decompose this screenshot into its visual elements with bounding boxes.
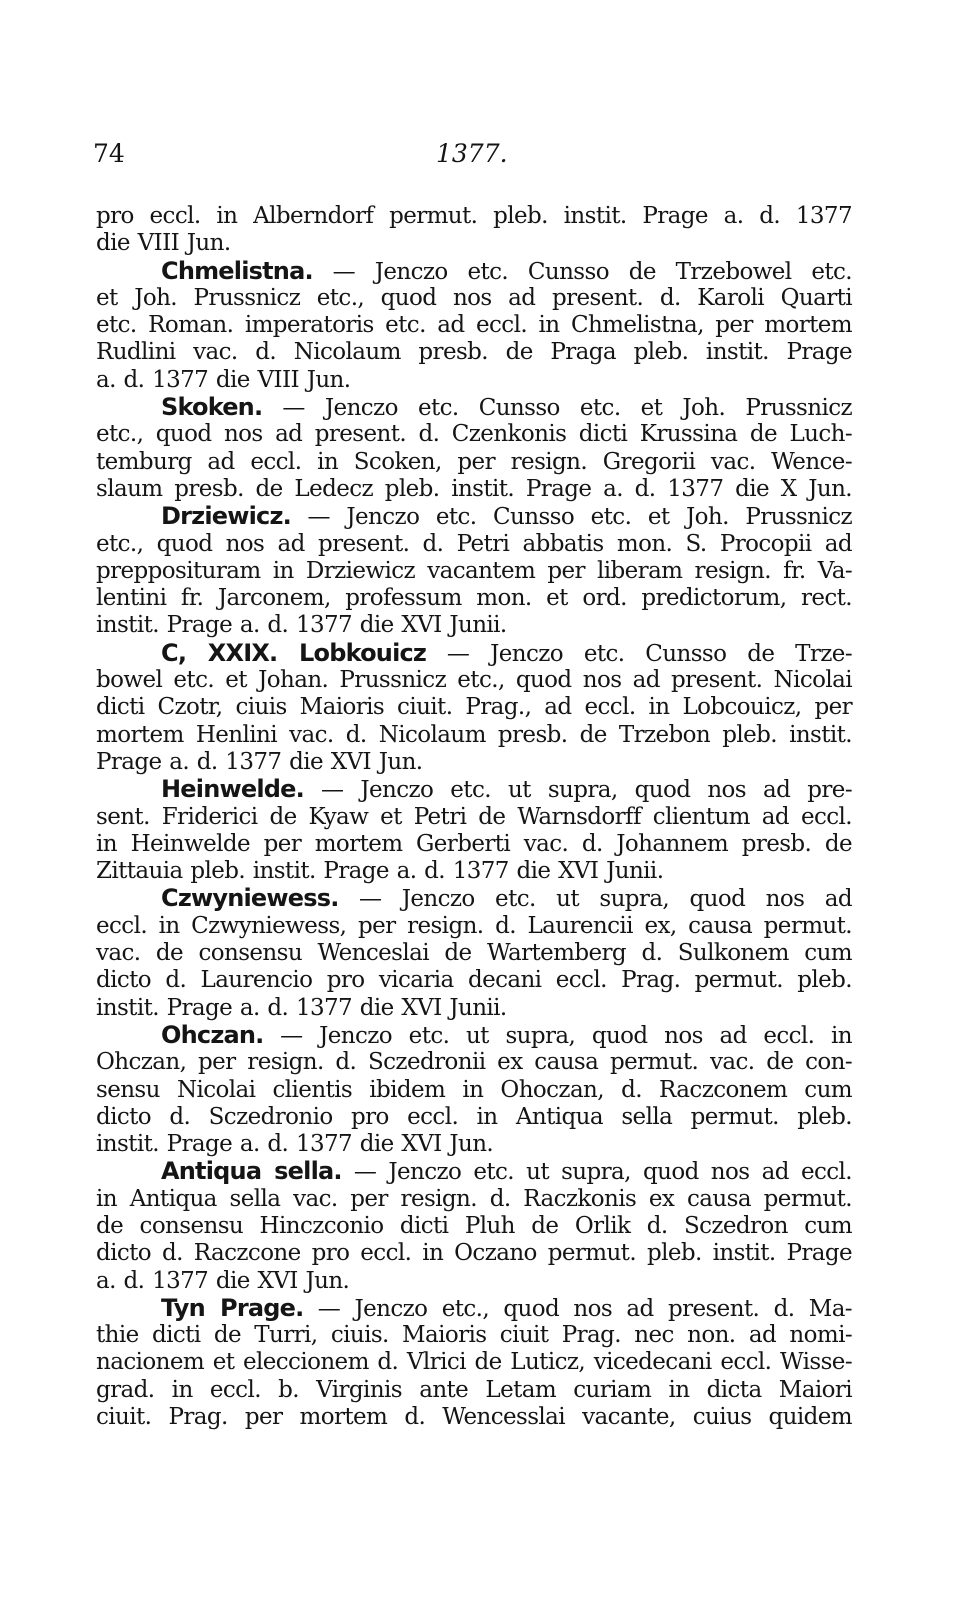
text-line [96,449,852,476]
text-line [96,585,852,612]
line-text: mortem Henlini vac. d. Nicolaum presb. de Trzebon pleb. instit. [96,721,852,748]
line-text: thie dicti de Turri, ciuis. Maioris ciuit Prag. nec non. ad nomi- [96,1322,852,1349]
line-text: lentini fr. Jarconem, professum mon. et ord. predictorum, rect. [96,585,852,612]
text-line [96,940,852,967]
entry-heading-line [96,258,852,285]
entry-headword: Czwyniewess. [161,884,339,913]
entry-heading-line [96,1158,852,1185]
line-text: Ohczan, per resign. d. Sczedronii ex causa permut. vac. de con- [96,1049,852,1076]
text-line [96,1213,852,1240]
text-line [96,1104,852,1131]
line-text: prepposituram in Drziewicz vacantem per liberam resign. fr. Va- [96,557,852,584]
text-line [96,1077,852,1104]
entry-headword: Ohczan. [161,1020,264,1049]
entry-headword: Antiqua sella. [161,1157,342,1186]
line-text: bowel etc. et Johan. Prussnicz etc., quod nos ad present. Nicolai [96,667,852,694]
text-line [96,722,852,749]
text-line [96,694,852,721]
text-line [96,1240,852,1267]
line-text: — Jenczo etc., quod nos ad present. d. Ma- [303,1295,852,1322]
line-text: die VIII Jun. [96,230,231,257]
line-text: instit. Prage a. d. 1377 die XVI Junii. [96,612,507,639]
entry-heading-line [96,885,852,912]
text-line [96,230,852,257]
text-line [96,1186,852,1213]
text-line [96,995,852,1022]
text-line [96,1349,852,1376]
text-line [96,531,852,558]
line-text: dicto d. Sczedronio pro eccl. in Antiqua sella permut. pleb. [96,1103,852,1130]
line-text: a. d. 1377 die XVI Jun. [96,1267,350,1294]
entry-heading-line [96,640,852,667]
text-line [96,667,852,694]
line-text: — Jenczo etc. Cunsso de Trzebowel etc. [312,258,852,285]
line-text: et Joh. Prussnicz etc., quod nos ad present. d. Karoli Quarti [96,284,852,311]
entry-headword: Drziewicz. [161,502,291,531]
line-text: etc. Roman. imperatoris etc. ad eccl. in Chmelistna, per mortem [96,312,852,339]
text-line [96,749,852,776]
entry-heading-line [96,394,852,421]
line-text: sensu Nicolai clientis ibidem in Ohoczan, d. Raczconem cum [96,1076,852,1103]
line-text: instit. Prage a. d. 1377 die XVI Jun. [96,1131,494,1158]
line-text: — Jenczo etc. Cunsso etc. et Joh. Prussnicz [262,395,852,422]
line-text: vac. de consensu Wenceslai de Wartemberg d. Sulkonem cum [96,940,852,967]
line-text: grad. in eccl. b. Virginis ante Letam curiam in dicta Maiori [96,1376,852,1403]
line-text: — Jenczo etc. ut supra, quod nos ad eccl. [341,1159,852,1186]
entry-headword: Tyn Prage. [161,1293,304,1322]
line-text: ciuit. Prag. per mortem d. Wencesslai vacante, cuius quidem [96,1404,852,1431]
line-text: pro eccl. in Alberndorf permut. pleb. instit. Prage a. d. 1377 [96,203,852,229]
line-text: temburg ad eccl. in Scoken, per resign. Gregorii vac. Wence- [96,448,852,475]
text-line [96,1131,852,1158]
line-text: — Jenczo etc. ut supra, quod nos ad eccl. in [263,1022,852,1049]
line-text: nacionem et eleccionem d. Vlrici de Luticz, vicedecani eccl. Wisse- [96,1349,852,1376]
line-text: Rudlini vac. d. Nicolaum presb. de Praga pleb. instit. Prage [96,339,852,366]
text-line [96,1268,852,1295]
entry-heading-line [96,1022,852,1049]
line-text: slaum presb. de Ledecz pleb. instit. Prage a. d. 1377 die X Jun. [96,475,852,502]
entry-headword: Heinwelde. [161,775,304,804]
line-text: dicto d. Laurencio pro vicaria decani eccl. Prag. permut. pleb. [96,967,852,994]
line-text: Zittauia pleb. instit. Prage a. d. 1377 die XVI Junii. [96,858,664,885]
text-line [96,804,852,831]
text-line [96,913,852,940]
entry-heading-line [96,503,852,530]
line-text: Prage a. d. 1377 die XVI Jun. [96,748,423,775]
line-text: de consensu Hinczconio dicti Pluh de Orlik d. Sczedron cum [96,1212,852,1239]
line-text: dicti Czotr, ciuis Maioris ciuit. Prag., ad eccl. in Lobcouicz, per [96,694,852,721]
running-title: 1377. [436,139,508,168]
text-line [96,367,852,394]
line-text: dicto d. Raczcone pro eccl. in Oczano permut. pleb. instit. Prage [96,1240,852,1267]
text-line [96,1049,852,1076]
entry-headword: Chmelistna. [161,256,313,285]
line-text: sent. Friderici de Kyaw et Petri de Warnsdorff clientum ad eccl. [96,803,852,830]
entry-heading-line [96,776,852,803]
text-line [96,612,852,639]
text-line [96,1377,852,1404]
text-line [96,967,852,994]
text-line [96,285,852,312]
line-text: in Heinwelde per mortem Gerberti vac. d. Johannem presb. de [96,830,852,857]
line-text: — Jenczo etc. Cunsso de Trze- [426,640,852,667]
entry-heading-line [96,1295,852,1322]
line-text: etc., quod nos ad present. d. Czenkonis dicti Krussina de Luch- [96,421,852,448]
text-line [96,312,852,339]
line-text: eccl. in Czwyniewess, per resign. d. Laurencii ex, causa permut. [96,912,852,939]
line-text: — Jenczo etc. Cunsso etc. et Joh. Prussnicz [290,504,852,531]
line-text: etc., quod nos ad present. d. Petri abbatis mon. S. Procopii ad [96,530,852,557]
entry-headword: Skoken. [161,393,263,422]
text-line [96,203,852,230]
text-line [96,558,852,585]
text-line [96,1404,852,1431]
text-line [96,831,852,858]
text-line [96,421,852,448]
text-body [96,203,852,1431]
text-line [96,339,852,366]
text-line [96,858,852,885]
line-text: a. d. 1377 die VIII Jun. [96,366,351,393]
line-text: — Jenczo etc. ut supra, quod nos ad pre- [303,777,852,804]
text-line [96,476,852,503]
page-number: 74 [93,139,125,168]
line-text: instit. Prage a. d. 1377 die XVI Junii. [96,994,507,1021]
text-line [96,1322,852,1349]
line-text: in Antiqua sella vac. per resign. d. Raczkonis ex causa permut. [96,1185,852,1212]
entry-headword: C, XXIX. Lobkouicz [161,638,427,667]
line-text: — Jenczo etc. ut supra, quod nos ad [338,886,852,913]
